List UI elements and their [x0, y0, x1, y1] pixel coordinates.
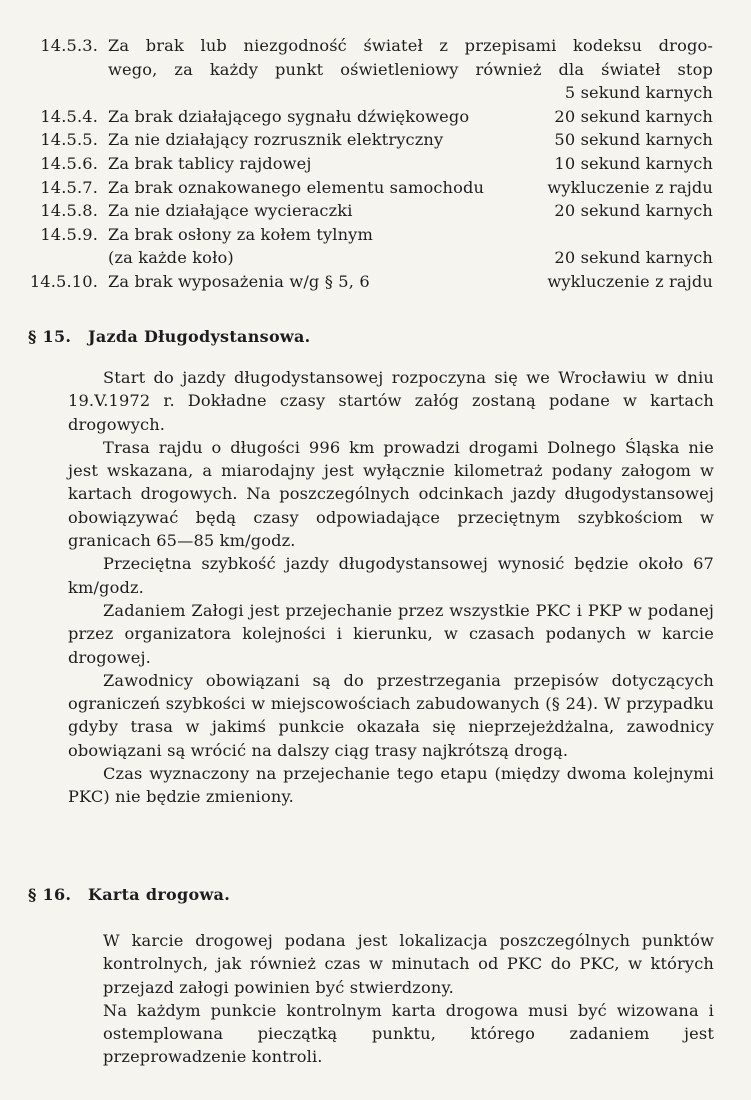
item-description: Za nie działające wycieraczki — [108, 201, 353, 221]
section-16-heading — [28, 885, 230, 904]
section-title: Karta drogowa. — [88, 885, 231, 904]
section-16-body — [68, 929, 714, 1069]
item-number: 14.5.4. — [40, 106, 98, 126]
item-penalty: wykluczenie z rajdu — [547, 177, 713, 197]
penalty-item — [0, 223, 751, 247]
paragraph: Czas wyznaczony na przejechanie tego etapu (między dwoma kolejnymi PKC) nie będzie zmieniony. — [68, 764, 714, 807]
paragraph: Zadaniem Załogi jest przejechanie przez wszystkie PKC i PKP w podanej przez organizatora kolejności i kierunku, w czasach podanych w karcie drogowej. — [68, 600, 714, 667]
penalty-item — [0, 270, 751, 294]
item-number: 14.5.3. — [40, 36, 98, 55]
section-title: Jazda Długodystansowa. — [88, 327, 311, 346]
penalty-item — [0, 152, 751, 176]
item-description: Za brak tablicy rajdowej — [108, 153, 312, 173]
item-number: 14.5.8. — [40, 201, 98, 221]
item-description: Za brak działającego sygnału dźwiękowego — [108, 106, 470, 126]
section-symbol: § 16. — [28, 885, 72, 904]
section-15-heading — [28, 327, 311, 346]
item-number: 14.5.10. — [29, 271, 98, 291]
item-number: 14.5.5. — [40, 130, 98, 150]
item-description: Za brak wyposażenia w/g § 5, 6 — [108, 271, 370, 291]
penalty-item — [0, 105, 751, 129]
item-penalty: 5 sekund karnych — [564, 83, 713, 103]
item-description: Za nie działający rozrusznik elektryczny — [108, 130, 444, 150]
paragraph: Przeciętna szybkość jazdy długodystansowej wynosić będzie około 67 km/godz. — [68, 554, 714, 597]
item-description: Za brak oznakowanego elementu samochodu — [108, 177, 485, 197]
item-penalty: 20 sekund karnych — [554, 248, 713, 268]
item-description: Za brak lub niezgodność świateł z przepisami kodeksu drogo- — [108, 36, 713, 55]
item-penalty: 50 sekund karnych — [554, 130, 713, 150]
penalty-item — [0, 246, 751, 270]
penalty-item — [0, 128, 751, 152]
item-description: Za brak osłony za kołem tylnym — [108, 224, 373, 244]
item-penalty: 20 sekund karnych — [554, 106, 713, 126]
penalty-item — [0, 199, 751, 223]
paragraph: Na każdym punkcie kontrolnym karta drogowa musi być wizowana i ostemplowana pieczątką punktu, którego zadaniem jest przeprowadzenie kontroli. — [103, 1000, 714, 1067]
item-number: 14.5.6. — [40, 153, 98, 173]
section-15-body — [68, 366, 714, 809]
penalty-list — [0, 34, 751, 294]
section-symbol: § 15. — [28, 327, 72, 346]
penalty-item — [0, 34, 751, 105]
paragraph: Start do jazdy długodystansowej rozpoczyna się we Wrocławiu w dniu 19.V.1972 r. Dokładne czasy startów załóg zostaną podane w kartach drogowych. — [68, 368, 714, 434]
penalty-item — [0, 176, 751, 200]
paragraph: Zawodnicy obowiązani są do przestrzegania przepisów dotyczących ograniczeń szybkości w miejscowościach zabudowanych (§ 24). W przypadku gdyby trasa w jakimś punkcie okazała się nieprzejeżdżalna, zawodnicy obowiązani są wrócić na dalszy ciąg trasy najkrótszą drogą. — [68, 670, 714, 760]
paragraph: Trasa rajdu o długości 996 km prowadzi drogami Dolnego Śląska nie jest wskazana, a miarodajny jest wyłącznie kilometraż podany załogom w kartach drogowych. Na poszczególnych odcinkach jazdy długodystansowej obowiązywać będą czasy odpowiadające przeciętnym szybkościom w granicach 65—85 km/godz. — [68, 437, 714, 551]
item-penalty: wykluczenie z rajdu — [547, 271, 713, 291]
item-description-continued: wego, za każdy punkt oświetleniowy również dla świateł stop — [108, 59, 713, 79]
item-number: 14.5.9. — [40, 224, 98, 244]
item-description: (za każde koło) — [108, 248, 234, 268]
paragraph: W karcie drogowej podana jest lokalizacja poszczególnych punktów kontrolnych, jak również czas w minutach od PKC do PKC, w których przejazd załogi powinien być stwierdzony. — [103, 931, 714, 997]
item-penalty: 10 sekund karnych — [554, 153, 713, 173]
item-number: 14.5.7. — [40, 177, 98, 197]
item-penalty: 20 sekund karnych — [554, 201, 713, 221]
